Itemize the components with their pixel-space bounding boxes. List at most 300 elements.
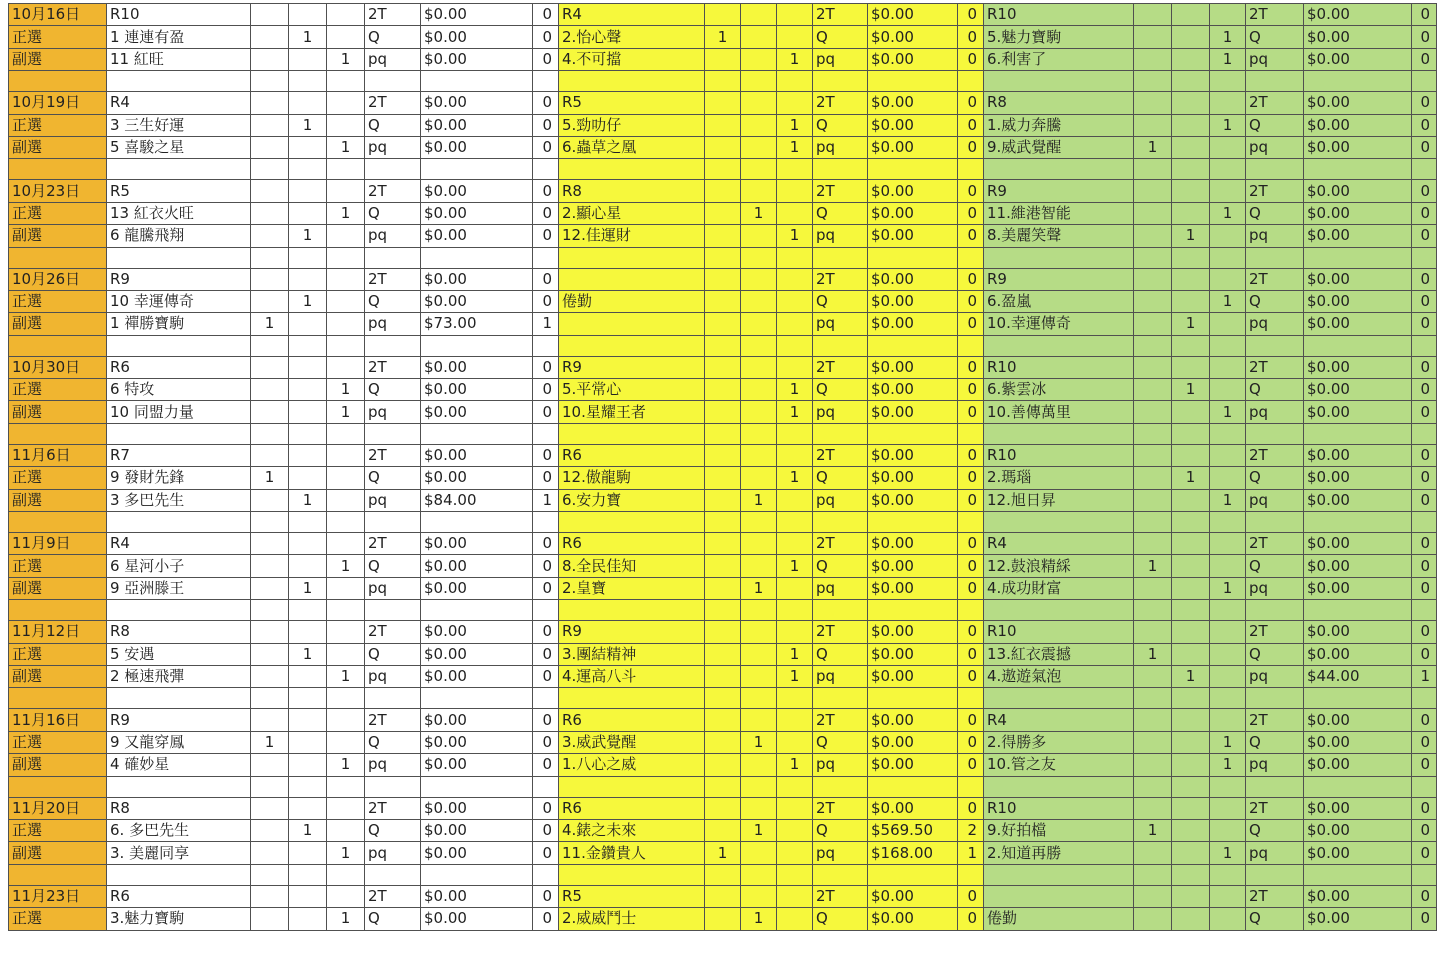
count: 0: [1412, 819, 1437, 841]
amount: $0.00: [868, 665, 958, 687]
flag-b: 1: [1172, 379, 1210, 401]
count: 0: [533, 731, 559, 753]
spacer-cell: [1134, 71, 1172, 92]
flag-a: [251, 379, 289, 401]
spacer-cell: [958, 71, 984, 92]
flag-c: [327, 444, 365, 466]
table-row: [9, 908, 1437, 930]
flag-b: 1: [741, 731, 777, 753]
flag-a: [705, 489, 741, 511]
bet-type-pq: pq: [365, 136, 421, 158]
amount: $0.00: [1304, 290, 1412, 312]
bet-type-q: Q: [365, 555, 421, 577]
flag-b: [289, 180, 327, 202]
sub-horse-name: 12.旭日昇: [984, 489, 1134, 511]
sub-pick-label: 副選: [9, 225, 107, 247]
main-horse-name: 2.怡心聲: [559, 26, 705, 48]
sub-horse-name: 1.八心之威: [559, 754, 705, 776]
bet-type-2t: 2T: [1246, 621, 1304, 643]
flag-c: [327, 4, 365, 26]
spacer-cell: [984, 512, 1134, 533]
spacer-cell: [327, 600, 365, 621]
main-horse-name: 3.團結精神: [559, 643, 705, 665]
flag-a: [1134, 731, 1172, 753]
spacer-cell: [1304, 335, 1412, 356]
table-row: [9, 136, 1437, 158]
bet-type-2t: 2T: [813, 4, 868, 26]
flag-b: [741, 709, 777, 731]
count: 0: [533, 842, 559, 864]
amount: $0.00: [1304, 26, 1412, 48]
flag-a: 1: [1134, 555, 1172, 577]
race-number: R6: [559, 444, 705, 466]
spacer-cell: [365, 512, 421, 533]
spacer-cell: [777, 600, 813, 621]
sub-horse-name: 4.成功財富: [984, 577, 1134, 599]
spacer-cell: [777, 423, 813, 444]
flag-a: [1134, 467, 1172, 489]
flag-c: [1210, 225, 1246, 247]
main-horse-name: 1.威力奔騰: [984, 114, 1134, 136]
race-number: R5: [559, 885, 705, 907]
flag-b: [1172, 819, 1210, 841]
flag-b: [741, 225, 777, 247]
spacer-cell: [327, 247, 365, 268]
flag-b: [289, 313, 327, 335]
bet-type-2t: 2T: [1246, 4, 1304, 26]
spacer-cell: [1304, 247, 1412, 268]
flag-c: 1: [777, 467, 813, 489]
count: 0: [958, 4, 984, 26]
date-label: 10月16日: [9, 4, 107, 26]
spacer-cell: [813, 512, 868, 533]
count: 0: [533, 48, 559, 70]
main-horse-name: 5 安遇: [107, 643, 251, 665]
spacer-cell: [327, 335, 365, 356]
table-row: [9, 885, 1437, 907]
flag-c: 1: [777, 48, 813, 70]
sub-pick-label: 副選: [9, 489, 107, 511]
count: 1: [1412, 665, 1437, 687]
spacer-cell: [705, 423, 741, 444]
flag-a: [1134, 489, 1172, 511]
amount: $0.00: [1304, 797, 1412, 819]
flag-a: [1134, 842, 1172, 864]
amount: $0.00: [421, 819, 533, 841]
main-horse-name: 4.錶之未來: [559, 819, 705, 841]
amount: $0.00: [1304, 379, 1412, 401]
count: 0: [958, 555, 984, 577]
race-number: R5: [559, 92, 705, 114]
bet-type-q: Q: [365, 731, 421, 753]
sub-horse-name: 4.不可擋: [559, 48, 705, 70]
spacer-cell: [251, 159, 289, 180]
spacer-cell: [1412, 688, 1437, 709]
table-row: [9, 797, 1437, 819]
spacer-cell: [813, 688, 868, 709]
race-number: R4: [107, 92, 251, 114]
flag-a: [705, 401, 741, 423]
bet-type-pq: pq: [1246, 754, 1304, 776]
main-horse-name: 13.紅衣震撼: [984, 643, 1134, 665]
spacer-cell: [741, 159, 777, 180]
flag-b: 1: [741, 908, 777, 930]
race-number: R6: [559, 797, 705, 819]
spacer-cell: [365, 71, 421, 92]
main-pick-label: 正選: [9, 819, 107, 841]
spacer-cell: [705, 864, 741, 885]
flag-a: [251, 665, 289, 687]
count: 0: [533, 643, 559, 665]
flag-b: [1172, 489, 1210, 511]
spacer-cell: [813, 600, 868, 621]
amount: $0.00: [1304, 202, 1412, 224]
flag-a: [705, 4, 741, 26]
flag-b: [741, 356, 777, 378]
spacer-cell: [289, 71, 327, 92]
race-number: R10: [984, 797, 1134, 819]
flag-a: [705, 467, 741, 489]
amount: $0.00: [868, 643, 958, 665]
spacer-cell: [533, 512, 559, 533]
date-cell: [9, 159, 107, 180]
flag-c: [327, 885, 365, 907]
table-row: [9, 401, 1437, 423]
spacer-cell: [533, 71, 559, 92]
spacer-cell: [251, 512, 289, 533]
bet-type-q: Q: [813, 643, 868, 665]
flag-a: [251, 4, 289, 26]
bet-type-2t: 2T: [365, 709, 421, 731]
flag-c: [777, 842, 813, 864]
flag-a: [251, 225, 289, 247]
sub-pick-label: 副選: [9, 842, 107, 864]
flag-a: [251, 290, 289, 312]
spacer-cell: [705, 776, 741, 797]
flag-c: [777, 819, 813, 841]
flag-b: [741, 290, 777, 312]
bet-type-pq: pq: [813, 754, 868, 776]
count: 0: [533, 290, 559, 312]
count: 0: [533, 467, 559, 489]
main-pick-label: 正選: [9, 643, 107, 665]
flag-c: 1: [777, 225, 813, 247]
table-row: [9, 489, 1437, 511]
sub-horse-name: 1 禪勝寶駒: [107, 313, 251, 335]
sub-horse-name: 10.善傳萬里: [984, 401, 1134, 423]
bet-type-pq: pq: [1246, 313, 1304, 335]
spacer-cell: [1210, 688, 1246, 709]
amount: $0.00: [868, 180, 958, 202]
amount: $0.00: [421, 92, 533, 114]
amount: $569.50: [868, 819, 958, 841]
flag-b: [1172, 136, 1210, 158]
bet-type-pq: pq: [365, 842, 421, 864]
spacer-cell: [777, 512, 813, 533]
flag-b: [741, 379, 777, 401]
spacer-cell: [1172, 159, 1210, 180]
main-horse-name: 3 三生好運: [107, 114, 251, 136]
flag-a: 1: [251, 313, 289, 335]
amount: $0.00: [868, 225, 958, 247]
flag-a: [705, 797, 741, 819]
main-horse-name: 3.魅力寶駒: [107, 908, 251, 930]
main-horse-name: 6. 多巴先生: [107, 819, 251, 841]
flag-b: [1172, 180, 1210, 202]
count: 0: [1412, 467, 1437, 489]
flag-a: [251, 26, 289, 48]
spacer-cell: [1304, 776, 1412, 797]
race-number: R10: [984, 444, 1134, 466]
flag-b: [1172, 577, 1210, 599]
race-number: R10: [107, 4, 251, 26]
flag-b: [741, 533, 777, 555]
spacer-row: [9, 776, 1437, 797]
spacer-cell: [813, 335, 868, 356]
amount: $0.00: [868, 202, 958, 224]
main-horse-name: 2.瑪瑙: [984, 467, 1134, 489]
spacer-cell: [533, 776, 559, 797]
spacer-cell: [958, 600, 984, 621]
spacer-cell: [958, 776, 984, 797]
bet-type-q: Q: [1246, 379, 1304, 401]
bet-type-q: Q: [1246, 114, 1304, 136]
count: 0: [1412, 444, 1437, 466]
spacer-row: [9, 335, 1437, 356]
amount: $0.00: [421, 444, 533, 466]
sub-horse-name: 12.佳運財: [559, 225, 705, 247]
sub-horse-name: 2.皇寶: [559, 577, 705, 599]
sub-horse-name: 4.遨遊氣泡: [984, 665, 1134, 687]
count: 0: [958, 92, 984, 114]
flag-c: [327, 467, 365, 489]
main-pick-label: 正選: [9, 731, 107, 753]
flag-b: [741, 180, 777, 202]
bet-type-q: Q: [365, 467, 421, 489]
count: 0: [958, 313, 984, 335]
flag-c: 1: [327, 136, 365, 158]
flag-a: [705, 356, 741, 378]
race-number: R8: [107, 797, 251, 819]
count: 0: [958, 754, 984, 776]
flag-b: [289, 401, 327, 423]
spacer-cell: [984, 423, 1134, 444]
flag-b: 1: [741, 489, 777, 511]
count: 0: [1412, 533, 1437, 555]
sub-horse-name: 2 極速飛彈: [107, 665, 251, 687]
flag-c: [327, 621, 365, 643]
amount: $0.00: [421, 356, 533, 378]
spacer-cell: [868, 512, 958, 533]
count: 0: [1412, 908, 1437, 930]
spacer-cell: [533, 247, 559, 268]
spacer-cell: [705, 688, 741, 709]
spacer-cell: [1210, 71, 1246, 92]
sub-horse-name: 6.安力寶: [559, 489, 705, 511]
flag-c: [1210, 555, 1246, 577]
spacer-row: [9, 688, 1437, 709]
bet-type-q: Q: [365, 290, 421, 312]
betting-record-sheet: [8, 3, 1437, 931]
flag-c: [327, 489, 365, 511]
flag-c: 1: [327, 379, 365, 401]
date-cell: [9, 512, 107, 533]
sub-pick-label: 副選: [9, 754, 107, 776]
flag-c: [777, 26, 813, 48]
table-row: [9, 180, 1437, 202]
flag-b: [741, 114, 777, 136]
flag-a: [1134, 48, 1172, 70]
spacer-cell: [289, 600, 327, 621]
bet-type-q: Q: [1246, 26, 1304, 48]
flag-b: [289, 621, 327, 643]
flag-b: [289, 48, 327, 70]
spacer-cell: [868, 71, 958, 92]
count: 0: [1412, 577, 1437, 599]
spacer-cell: [559, 335, 705, 356]
amount: $0.00: [421, 555, 533, 577]
count: 0: [533, 885, 559, 907]
count: 0: [958, 489, 984, 511]
flag-b: 1: [741, 202, 777, 224]
flag-b: 1: [289, 489, 327, 511]
count: 0: [1412, 885, 1437, 907]
flag-a: 1: [1134, 819, 1172, 841]
flag-c: [777, 885, 813, 907]
spacer-cell: [1412, 600, 1437, 621]
count: 0: [533, 401, 559, 423]
count: 0: [533, 92, 559, 114]
flag-b: [1172, 114, 1210, 136]
flag-b: [289, 202, 327, 224]
amount: $0.00: [1304, 4, 1412, 26]
spacer-cell: [777, 776, 813, 797]
amount: $0.00: [1304, 621, 1412, 643]
flag-b: [1172, 4, 1210, 26]
flag-a: [1134, 379, 1172, 401]
spacer-cell: [741, 423, 777, 444]
bet-type-q: Q: [1246, 731, 1304, 753]
spacer-cell: [984, 247, 1134, 268]
spacer-row: [9, 423, 1437, 444]
flag-b: [289, 797, 327, 819]
spacer-cell: [1134, 776, 1172, 797]
spacer-cell: [289, 512, 327, 533]
flag-b: [1172, 908, 1210, 930]
main-horse-name: 5.平常心: [559, 379, 705, 401]
flag-b: [289, 467, 327, 489]
flag-a: [251, 643, 289, 665]
spacer-cell: [984, 159, 1134, 180]
amount: $0.00: [868, 290, 958, 312]
flag-b: [741, 885, 777, 907]
count: 0: [1412, 92, 1437, 114]
spacer-row: [9, 600, 1437, 621]
flag-b: [741, 136, 777, 158]
date-cell: [9, 776, 107, 797]
flag-a: 1: [251, 467, 289, 489]
count: 0: [1412, 180, 1437, 202]
table-row: [9, 842, 1437, 864]
amount: $0.00: [1304, 180, 1412, 202]
main-horse-name: 2.威威鬥士: [559, 908, 705, 930]
race-number: R4: [107, 533, 251, 555]
spacer-cell: [777, 864, 813, 885]
sub-horse-name: 8.美麗笑聲: [984, 225, 1134, 247]
spacer-cell: [984, 600, 1134, 621]
spacer-cell: [365, 247, 421, 268]
spacer-cell: [107, 159, 251, 180]
flag-a: [705, 754, 741, 776]
bet-type-2t: 2T: [365, 92, 421, 114]
spacer-cell: [251, 600, 289, 621]
amount: $0.00: [868, 797, 958, 819]
flag-c: [327, 180, 365, 202]
bet-type-pq: pq: [365, 665, 421, 687]
sub-horse-name: 2.知道再勝: [984, 842, 1134, 864]
flag-c: [1210, 533, 1246, 555]
spacer-cell: [1134, 423, 1172, 444]
main-horse-name: 倦勤: [984, 908, 1134, 930]
sub-pick-label: 副選: [9, 136, 107, 158]
flag-a: [705, 92, 741, 114]
bet-type-pq: pq: [365, 48, 421, 70]
sub-horse-name: 9 亞洲滕王: [107, 577, 251, 599]
bet-type-2t: 2T: [365, 444, 421, 466]
bet-type-q: Q: [813, 290, 868, 312]
count: 0: [1412, 379, 1437, 401]
flag-c: [1210, 643, 1246, 665]
main-pick-label: 正選: [9, 555, 107, 577]
spacer-cell: [958, 512, 984, 533]
spacer-cell: [777, 247, 813, 268]
amount: $0.00: [868, 555, 958, 577]
bet-type-q: Q: [365, 908, 421, 930]
spacer-cell: [868, 776, 958, 797]
amount: $0.00: [1304, 533, 1412, 555]
bet-type-2t: 2T: [1246, 709, 1304, 731]
flag-b: [741, 842, 777, 864]
amount: $0.00: [868, 401, 958, 423]
count: 0: [958, 268, 984, 290]
amount: $0.00: [421, 643, 533, 665]
count: 0: [533, 577, 559, 599]
main-horse-name: 5.魅力寶駒: [984, 26, 1134, 48]
flag-c: 1: [1210, 26, 1246, 48]
flag-c: [327, 819, 365, 841]
main-horse-name: 2.得勝多: [984, 731, 1134, 753]
spacer-cell: [559, 688, 705, 709]
bet-type-q: Q: [1246, 467, 1304, 489]
amount: $0.00: [868, 467, 958, 489]
bet-type-pq: pq: [813, 225, 868, 247]
spacer-cell: [289, 688, 327, 709]
flag-c: 1: [327, 908, 365, 930]
flag-c: 1: [1210, 489, 1246, 511]
bet-type-2t: 2T: [1246, 444, 1304, 466]
spacer-cell: [533, 688, 559, 709]
table-row: [9, 621, 1437, 643]
table-row: [9, 225, 1437, 247]
flag-b: [741, 444, 777, 466]
flag-b: [1172, 290, 1210, 312]
flag-a: [705, 48, 741, 70]
flag-c: 1: [1210, 114, 1246, 136]
sub-pick-label: 副選: [9, 665, 107, 687]
spacer-cell: [327, 159, 365, 180]
flag-b: [741, 555, 777, 577]
spacer-cell: [1412, 776, 1437, 797]
